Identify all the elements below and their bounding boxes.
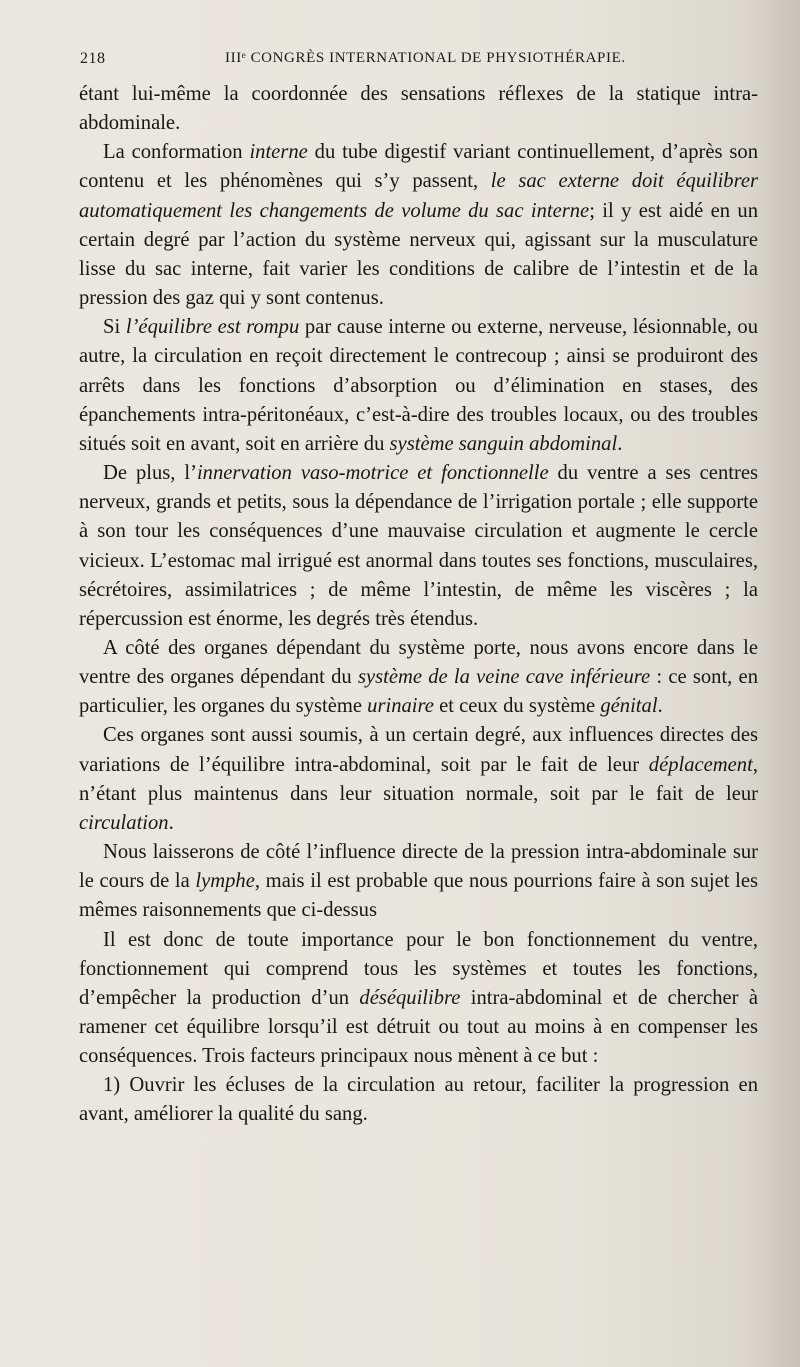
italic-run: interne — [249, 141, 308, 164]
paragraph — [79, 459, 758, 634]
text-run: , mais il est probable que nous pourrions faire à son sujet les mêmes raisonnements que ci-dessus — [79, 870, 758, 922]
text-run: par cause interne ou externe, nerveuse, lésionnable, ou autre, la circulation en reçoit directement le contrecoup ; ainsi se produiront des arrêts dans les fonctions d’absorption ou d’élimination en stases, des épanchements intra-péritonéaux, c’est-à-dire des troubles locaux, ou des troubles situés soit en avant, soit en arrière du — [79, 316, 759, 455]
italic-run: le sac externe doit équilibrer automatiquement les changements de volume du sac interne — [79, 170, 759, 222]
text-run: du ventre a ses centres nerveux, grands et petits, sous la dépendance de l’irrigation portale ; elle supporte à son tour les conséquences d’une mauvaise circulation et augmente le cercle vicieux. L’estomac mal irrigué est anormal dans toutes ses fonctions, musculaires, sécrétoires, assimilatrices ; de même l’intestin, de même les viscères ; la répercussion est énorme, les degrés très étendus. — [79, 462, 758, 630]
paragraph — [79, 926, 758, 1072]
text-run: A côté des organes dépendant du système porte, nous avons encore dans le ventre des organes dépendant du — [79, 636, 758, 689]
italic-run: système sanguin abdominal — [389, 432, 618, 455]
text-run: et ceux du système — [433, 695, 601, 718]
text-run: La conformation — [103, 141, 250, 164]
text-run: . — [657, 695, 663, 718]
text-run: Il est donc de toute importance pour le bon fonctionnement du ventre, fonctionnement qui comprend tous les systèmes et toutes les fonctions, d’empêcher la production d’un — [79, 928, 758, 1009]
text-run: 1) Ouvrir les écluses de la circulation au retour, faciliter la progression en avant, améliorer la qualité du sang. — [79, 1074, 758, 1126]
italic-run: urinaire — [367, 695, 434, 718]
italic-run: déplacement — [648, 753, 753, 776]
paragraph — [79, 313, 758, 459]
paragraph — [79, 721, 758, 838]
running-title: IIIᵉ CONGRÈS INTERNATIONAL DE PHYSIOTHÉRAPIE. — [225, 50, 626, 66]
text-run: , n’étant plus maintenus dans leur situation normale, soit par le fait de leur — [79, 753, 758, 805]
italic-run: lymphe — [195, 870, 255, 893]
page-header — [80, 50, 720, 72]
text-run: . — [617, 432, 623, 455]
italic-run: déséquilibre — [359, 986, 461, 1009]
list-item — [79, 1071, 758, 1129]
paragraph — [79, 838, 758, 925]
italic-run: circulation — [79, 811, 169, 834]
italic-run: génital — [600, 695, 658, 718]
italic-run: innervation vaso-motrice et fonctionnelle — [196, 462, 549, 485]
page-number: 218 — [80, 50, 106, 67]
text-run: Si — [103, 316, 126, 339]
paragraph — [79, 138, 758, 313]
text-run: du tube digestif variant continuellement, d’après son contenu et les phénomènes qui s’y passent, — [79, 141, 758, 193]
text-run: Ces organes sont aussi soumis, à un certain degré, aux influences directes des variations de l’équilibre intra-abdominal, soit par le fait de leur — [79, 724, 758, 776]
text-run: ; il y est aidé en un certain degré par l’action du système nerveux qui, agissant sur la musculature lisse du sac interne, fait varier les conditions de calibre de l’intestin et de la pression des gaz qui y sont contenus. — [79, 199, 759, 310]
body-text — [79, 80, 758, 1130]
text-run: intra-abdominal et de chercher à ramener cet équilibre lorsqu’il est détruit ou tout au moins à en compenser les conséquences. Trois facteurs principaux nous mènent à ce but : — [79, 986, 758, 1068]
paragraph-continuation — [79, 80, 758, 138]
text-run: . — [168, 811, 174, 834]
italic-run: l’équilibre est rompu — [125, 316, 300, 339]
paragraph — [79, 634, 758, 721]
text-run: Nous laisserons de côté l’influence directe de la pression intra-abdominale sur le cours de la — [79, 841, 758, 893]
italic-run: système de la veine cave inférieure — [357, 666, 651, 689]
text-run: De plus, l’ — [103, 462, 197, 485]
text-run: : ce sont, en particulier, les organes du système — [79, 666, 758, 718]
text-run: étant lui-même la coordonnée des sensations réflexes de la statique intra-abdominale. — [79, 83, 758, 135]
